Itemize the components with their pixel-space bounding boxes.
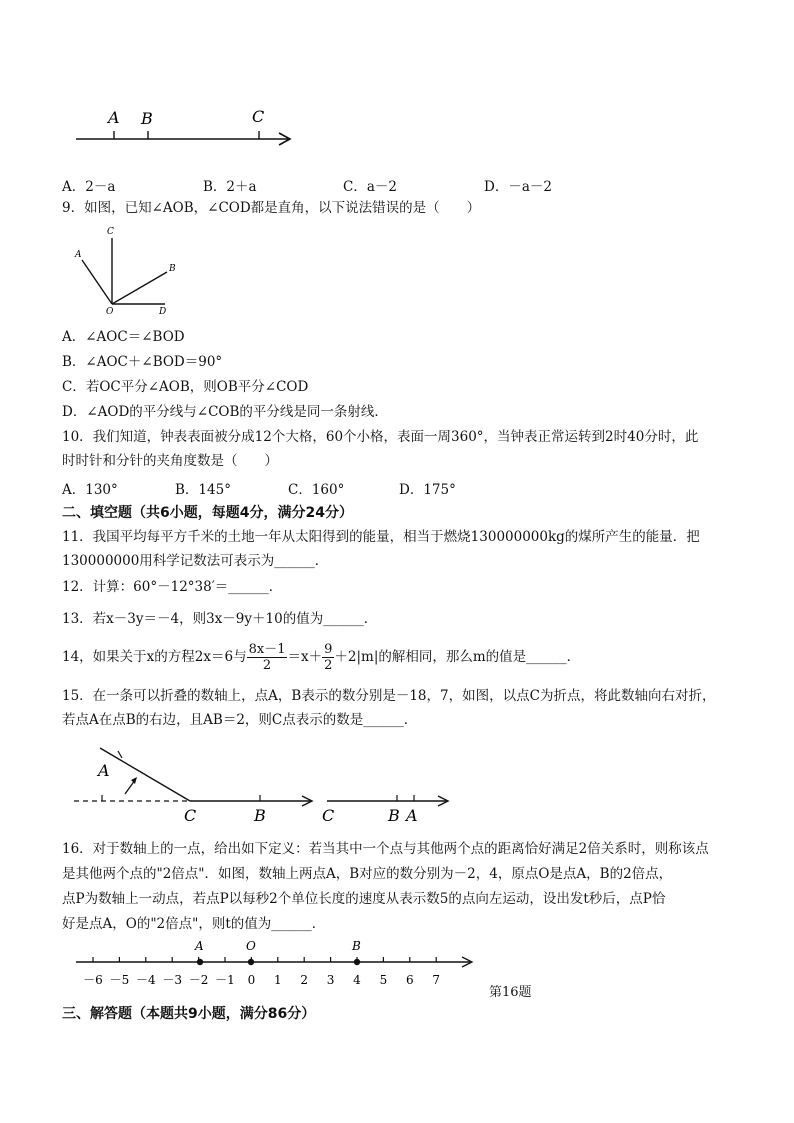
q16-tick-label: 3 — [326, 973, 335, 987]
q16-tick-label: 7 — [432, 973, 441, 987]
q14-suffix: ＋2|m|的解相同，那么m的值是______． — [334, 649, 581, 665]
q8-option-c: C．a－2 — [343, 179, 397, 195]
q16-tick-label: 6 — [405, 973, 414, 987]
q16-line-4: 好是点A，O的"2倍点"，则t的值为______． — [62, 916, 326, 932]
q12: 12．计算：60°－12°38′＝______． — [62, 579, 283, 595]
q14-prefix: 14，如果关于x的方程2x＝6与 — [62, 649, 247, 665]
q9-label-a: A — [75, 250, 82, 260]
q14-frac1-num: 8x－1 — [248, 642, 286, 657]
q13: 13．若x－3y＝－4，则3x－9y＋10的值为______． — [62, 611, 378, 627]
q14-frac1-den: 2 — [262, 658, 272, 673]
q10-line-1: 10．我们知道，钟表表面被分成12个大格，60个小格，表面一周360°，当钟表正常运转到2时40分时，此 — [62, 429, 699, 445]
q15-result-label-b: B — [388, 806, 400, 825]
q16-label-o: O — [246, 939, 256, 953]
q16-tick-label: 2 — [300, 973, 309, 987]
q16-line-2: 是其他两个点的"2倍点"．如图，数轴上两点A，B对应的数分别为－2，4，原点O是点A，B的2倍点， — [62, 866, 673, 882]
q10-option-d: D．175° — [399, 482, 456, 498]
q16-tick-label: －6 — [83, 973, 103, 987]
q16-tick-label: －1 — [215, 973, 235, 987]
q15-line-1: 15．在一条可以折叠的数轴上，点A，B表示的数分别是－18，7，如图，以点C为折点，将此数轴向右对折， — [62, 688, 716, 704]
section-3-heading: 三、解答题（本题共9小题，满分86分） — [62, 1006, 316, 1022]
q14-frac2-den: 2 — [324, 658, 333, 673]
q10-option-b: B．145° — [175, 482, 231, 498]
q11-line-2: 130000000用科学记数法可表示为______． — [62, 553, 329, 569]
q16-label-b: B — [352, 939, 361, 953]
q9-label-c: C — [107, 227, 114, 237]
q10-option-a: A．130° — [62, 482, 118, 498]
section-2-heading: 二、填空题（共6小题，每题4分，满分24分） — [62, 505, 353, 521]
q16-tick-label: 1 — [273, 973, 282, 987]
q9-option-b: B．∠AOC＋∠BOD＝90° — [62, 354, 223, 370]
q15-result-label-c: C — [322, 806, 335, 825]
q9-option-d: D．∠AOD的平分线与∠COB的平分线是同一条射线． — [62, 404, 388, 420]
q8-option-b: B．2＋a — [203, 179, 257, 195]
q16-point-a — [197, 959, 203, 965]
q9-label-b: B — [169, 264, 176, 274]
q16-tick-label: －3 — [162, 973, 183, 987]
q16-line-3: 点P为数轴上一动点，若点P以每秒2个单位长度的速度从表示数5的点向左运动，设出发t秒后，点P恰 — [62, 891, 666, 907]
q15-label-b: B — [254, 806, 266, 825]
q8-label-a: A — [108, 108, 120, 127]
q16-label-a: A — [195, 939, 204, 953]
q15-label-c: C — [184, 806, 197, 825]
q16-tick-label: 5 — [379, 973, 388, 987]
q10-line-2: 时时针和分针的夹角度数是（ ） — [62, 453, 278, 469]
q16-point-b — [354, 959, 360, 965]
q9-option-c: C．若OC平分∠AOB，则OB平分∠COD — [62, 379, 309, 395]
q8-label-c: C — [252, 107, 265, 126]
q16-point-o — [248, 959, 254, 965]
q15-line-2: 若点A在点B的右边，且AB＝2，则C点表示的数是______． — [62, 712, 418, 728]
q9-stem: 9．如图，已知∠AOB，∠COD都是直角，以下说法错误的是（ ） — [62, 200, 481, 216]
q16-figure-caption: 第16题 — [489, 985, 532, 1000]
q16-tick-label: 4 — [353, 973, 361, 987]
q16-tick-label: －4 — [135, 973, 156, 987]
q16-tick-label: 0 — [247, 973, 256, 987]
q16-tick-label: －5 — [109, 973, 130, 987]
q15-label-a: A — [98, 761, 110, 780]
q16-line-1: 16．对于数轴上的一点，给出如下定义：若当其中一个点与其他两个点的距离恰好满足2倍关系时，则称该点 — [62, 841, 709, 857]
q9-label-o: O — [106, 307, 114, 317]
q8-option-d: D．－a－2 — [484, 179, 552, 195]
q10-option-c: C．160° — [288, 482, 345, 498]
q14-middle: ＝x＋ — [287, 649, 323, 665]
q14-frac2-num: 9 — [324, 642, 333, 657]
q16-tick-label: －2 — [188, 973, 209, 987]
q11-line-1: 11．我国平均每平方千米的土地一年从太阳得到的能量，相当于燃烧130000000kg的煤所产生的能量．把 — [62, 529, 700, 545]
q9-option-a: A．∠AOC＝∠BOD — [62, 329, 185, 345]
q8-label-b: B — [141, 109, 153, 128]
q8-option-a: A．2－a — [62, 179, 116, 195]
q15-result-label-a: A — [406, 806, 418, 825]
q9-label-d: D — [159, 307, 167, 317]
